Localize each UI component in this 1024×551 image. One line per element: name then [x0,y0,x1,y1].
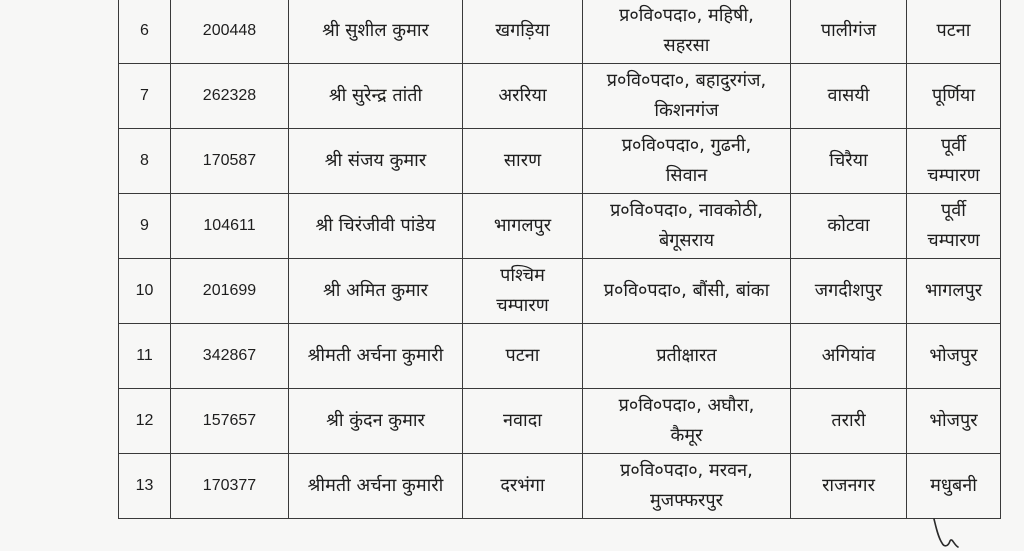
employee-id-cell: 200448 [171,0,289,64]
new-district-line: भागलपुर [924,280,983,301]
pen-mark-icon [930,517,970,551]
employee-name-cell: श्री संजय कुमार [289,129,463,194]
table-row [119,324,1001,389]
new-district-cell [907,64,1001,129]
employee-id-cell: 342867 [171,324,289,389]
block-cell: जगदीशपुर [791,259,907,324]
new-district-line: पूर्वी [941,200,966,221]
table-row [119,389,1001,454]
current-posting-cell [583,324,791,389]
table-row [119,64,1001,129]
table-row [119,194,1001,259]
current-posting-line: सिवान [665,165,708,186]
block-cell: पालीगंज [791,0,907,64]
current-district-line: चम्पारण [496,295,549,316]
employee-id-cell: 170587 [171,129,289,194]
current-posting-cell [583,454,791,519]
table-row [119,0,1001,64]
new-district-line: चम्पारण [927,230,980,251]
block-cell: अगियांव [791,324,907,389]
new-district-cell [907,389,1001,454]
table-row [119,259,1001,324]
current-posting-line: कैमूर [670,425,703,446]
current-posting-line: मुजफ्फरपुर [650,490,723,511]
new-district-line: भोजपुर [929,410,978,431]
block-cell: कोटवा [791,194,907,259]
current-posting-line: प्र०वि०पदा०, महिषी, [619,5,754,26]
current-posting-line: सहरसा [663,35,710,56]
current-district-line: भागलपुर [493,215,552,236]
current-posting-line: प्रतीक्षारत [656,345,717,366]
serial-number-cell: 11 [119,324,171,389]
serial-number-cell: 12 [119,389,171,454]
new-district-line: भोजपुर [929,345,978,366]
serial-number-cell: 13 [119,454,171,519]
employee-name-cell: श्रीमती अर्चना कुमारी [289,324,463,389]
current-district-line: दरभंगा [500,475,545,496]
new-district-cell [907,0,1001,64]
employee-name-cell: श्री सुरेन्द्र तांती [289,64,463,129]
current-posting-line: प्र०वि०पदा०, बहादुरगंज, [606,70,767,91]
current-district-line: सारण [503,150,542,171]
block-cell: तरारी [791,389,907,454]
employee-id-cell: 157657 [171,389,289,454]
current-district-line: पश्चिम [500,265,545,286]
current-district-cell [463,324,583,389]
new-district-line: मधुबनी [930,475,977,496]
current-district-cell [463,64,583,129]
employee-name-cell: श्री सुशील कुमार [289,0,463,64]
block-cell: वासयी [791,64,907,129]
transfer-table [118,0,1001,519]
current-posting-line: बेगूसराय [658,230,715,251]
serial-number-cell: 9 [119,194,171,259]
new-district-cell [907,194,1001,259]
table-body [119,0,1001,519]
current-posting-cell [583,129,791,194]
current-district-line: खगड़िया [495,20,550,41]
block-cell: राजनगर [791,454,907,519]
table-row [119,129,1001,194]
employee-name-cell: श्री चिरंजीवी पांडेय [289,194,463,259]
current-posting-cell [583,389,791,454]
current-posting-line: प्र०वि०पदा०, अघौरा, [618,395,755,416]
current-posting-line: प्र०वि०पदा०, बौंसी, बांका [603,280,770,301]
new-district-cell [907,324,1001,389]
employee-name-cell: श्री अमित कुमार [289,259,463,324]
serial-number-cell: 10 [119,259,171,324]
employee-id-cell: 262328 [171,64,289,129]
current-posting-line: किशनगंज [654,100,719,121]
current-district-cell [463,259,583,324]
serial-number-cell: 8 [119,129,171,194]
new-district-line: पूर्वी [941,135,966,156]
employee-id-cell: 104611 [171,194,289,259]
new-district-line: पूर्णिया [931,85,975,106]
current-district-cell [463,129,583,194]
current-district-line: नवादा [503,410,542,431]
current-posting-cell [583,64,791,129]
current-posting-cell [583,259,791,324]
current-district-line: पटना [505,345,540,366]
new-district-cell [907,259,1001,324]
serial-number-cell: 7 [119,64,171,129]
block-cell: चिरैया [791,129,907,194]
employee-name-cell: श्री कुंदन कुमार [289,389,463,454]
current-district-cell [463,454,583,519]
current-district-line: अररिया [498,85,547,106]
new-district-line: पटना [936,20,971,41]
current-district-cell [463,0,583,64]
serial-number-cell: 6 [119,0,171,64]
new-district-cell [907,454,1001,519]
employee-name-cell: श्रीमती अर्चना कुमारी [289,454,463,519]
new-district-line: चम्पारण [927,165,980,186]
employee-id-cell: 170377 [171,454,289,519]
current-posting-line: प्र०वि०पदा०, मरवन, [620,460,753,481]
current-posting-line: प्र०वि०पदा०, नावकोठी, [610,200,763,221]
current-posting-line: प्र०वि०पदा०, गुढनी, [621,135,752,156]
table-row [119,454,1001,519]
current-posting-cell [583,194,791,259]
new-district-cell [907,129,1001,194]
current-district-cell [463,389,583,454]
current-district-cell [463,194,583,259]
employee-id-cell: 201699 [171,259,289,324]
current-posting-cell [583,0,791,64]
